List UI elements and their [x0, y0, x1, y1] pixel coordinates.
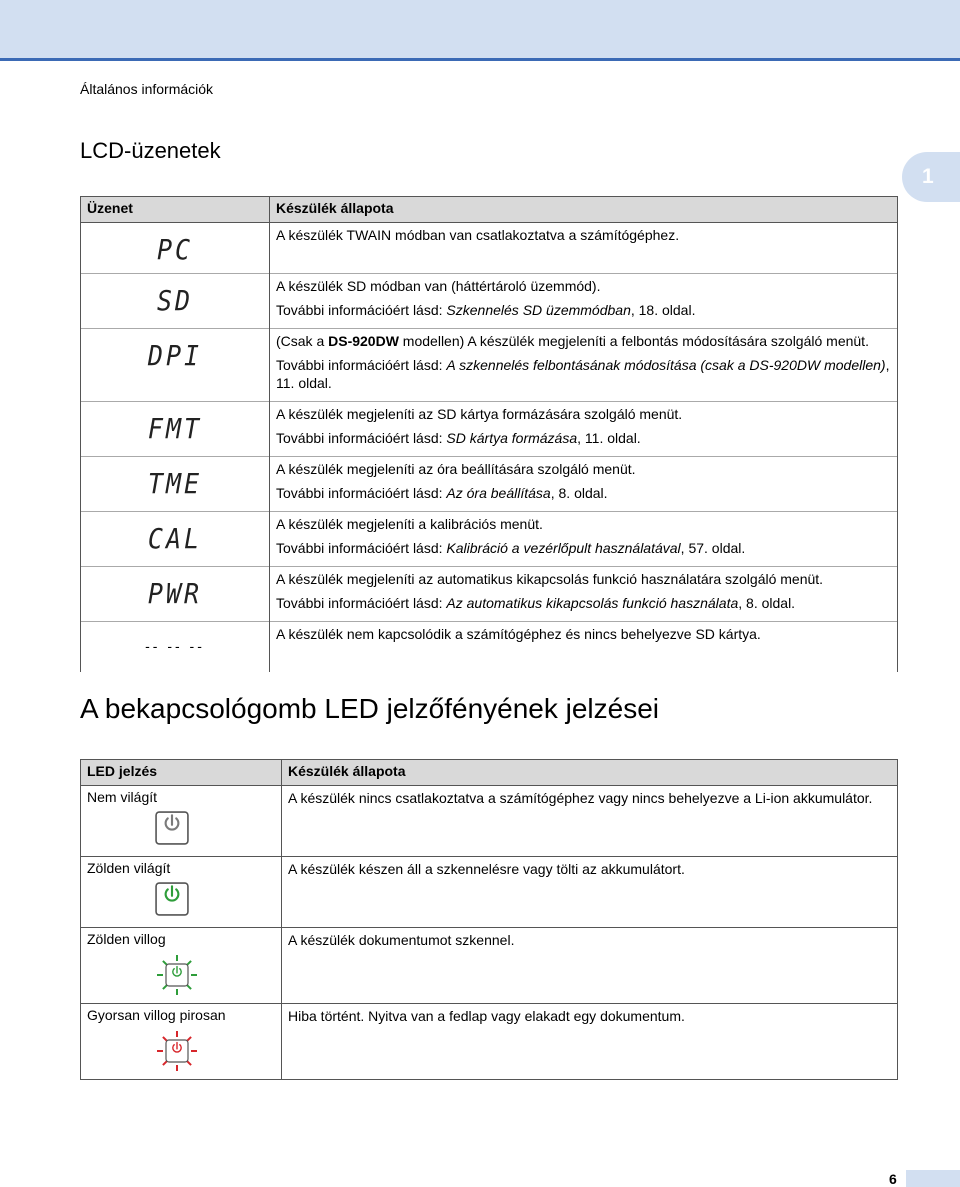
status-text: (Csak a	[276, 333, 329, 349]
status-line	[276, 539, 891, 557]
lcd-status-cell	[270, 223, 898, 274]
status-text: A készülék nem kapcsolódik a számítógéphez és nincs behelyezve SD kártya.	[276, 626, 761, 642]
lcd-message-cell	[81, 274, 270, 329]
lcd-table-row	[81, 329, 898, 402]
lcd-table-row	[81, 567, 898, 622]
lcd-message-code: SD	[156, 284, 194, 317]
lcd-table-row	[81, 223, 898, 274]
page-number-band	[906, 1170, 960, 1187]
status-text: A készülék megjeleníti az óra beállítására szolgáló menüt.	[276, 461, 636, 477]
lcd-message-code: -- -- --	[145, 638, 205, 654]
led-signal-cell	[81, 1004, 282, 1080]
lcd-table-row	[81, 457, 898, 512]
status-line	[276, 484, 891, 502]
lcd-status-cell	[270, 274, 898, 329]
status-text: A készülék TWAIN módban van csatlakoztatva a számítógéphez.	[276, 227, 680, 243]
lcd-message-cell	[81, 329, 270, 402]
col-header-led: LED jelzés	[81, 760, 282, 786]
lcd-table-row	[81, 512, 898, 567]
status-text: , 11. oldal.	[276, 357, 890, 391]
led-table-row	[81, 786, 898, 857]
status-line	[276, 625, 891, 643]
status-line	[276, 226, 891, 244]
status-text: A készülék SD módban van (háttértároló üzemmód).	[276, 278, 601, 294]
status-line	[276, 301, 891, 319]
lcd-message-cell	[81, 567, 270, 622]
status-text: Szkennelés SD üzemmódban	[446, 302, 631, 318]
status-line	[276, 594, 891, 612]
status-text: A készülék megjeleníti az SD kártya formázására szolgáló menüt.	[276, 406, 683, 422]
lcd-message-cell	[81, 457, 270, 512]
lcd-message-cell	[81, 622, 270, 673]
led-status-cell: Hiba történt. Nyitva van a fedlap vagy elakadt egy dokumentum.	[282, 1004, 898, 1080]
lcd-section-title: LCD-üzenetek	[80, 138, 221, 163]
chapter-tab: 1	[902, 152, 960, 202]
lcd-message-code: TME	[147, 467, 203, 500]
lcd-message-cell	[81, 223, 270, 274]
status-line	[276, 460, 891, 478]
status-text: További információért lásd:	[276, 540, 447, 556]
status-line	[276, 405, 891, 423]
power-green-blink-icon	[155, 953, 275, 1000]
led-table-row	[81, 1004, 898, 1080]
led-signal-label: Zölden villog	[87, 931, 166, 947]
status-line	[276, 277, 891, 295]
col-header-status: Készülék állapota	[270, 197, 898, 223]
lcd-message-cell	[81, 402, 270, 457]
breadcrumb: Általános információk	[80, 81, 214, 97]
status-text: További információért lásd:	[276, 595, 447, 611]
led-status-cell: A készülék nincs csatlakoztatva a számítógéphez vagy nincs behelyezve a Li-ion akkumulátor.	[282, 786, 898, 857]
lcd-message-code: PC	[156, 233, 194, 266]
status-text: SD kártya formázása	[446, 430, 578, 446]
status-text: , 18. oldal.	[630, 302, 696, 318]
lcd-message-code: DPI	[147, 339, 203, 372]
status-text: A készülék megjeleníti az automatikus kikapcsolás funkció használatára szolgáló menüt.	[276, 571, 824, 587]
status-line	[276, 429, 891, 447]
led-signal-label: Nem világít	[87, 789, 158, 805]
lcd-message-code: CAL	[147, 522, 203, 555]
status-line	[276, 515, 891, 533]
led-signal-cell	[81, 786, 282, 857]
status-text: , 8. oldal.	[550, 485, 608, 501]
page-number: 6	[889, 1171, 897, 1187]
status-text: A készülék megjeleníti a kalibrációs menüt.	[276, 516, 543, 532]
col-header-led-status: Készülék állapota	[282, 760, 898, 786]
status-line	[276, 570, 891, 588]
led-signals-table	[80, 759, 898, 1080]
status-text: DS-920DW	[328, 333, 399, 349]
led-signal-label: Zölden világít	[87, 860, 171, 876]
status-text: , 57. oldal.	[680, 540, 746, 556]
power-red-blink-icon	[155, 1029, 275, 1076]
status-line	[276, 332, 891, 350]
led-signal-cell	[81, 928, 282, 1004]
lcd-status-cell	[270, 329, 898, 402]
status-text: , 8. oldal.	[738, 595, 796, 611]
lcd-message-cell	[81, 512, 270, 567]
led-signal-cell	[81, 857, 282, 928]
status-text: További információért lásd:	[276, 357, 447, 373]
status-line	[276, 356, 891, 392]
led-signal-label: Gyorsan villog pirosan	[87, 1007, 226, 1023]
lcd-message-code: FMT	[147, 412, 203, 445]
power-off-icon	[155, 811, 275, 848]
page-header-band	[0, 0, 960, 61]
status-text: Kalibráció a vezérlőpult használatával	[446, 540, 681, 556]
lcd-table-row	[81, 622, 898, 673]
status-text: Az óra beállítása	[446, 485, 551, 501]
status-text: További információért lásd:	[276, 302, 447, 318]
col-header-message: Üzenet	[81, 197, 270, 223]
status-text: , 11. oldal.	[577, 430, 641, 446]
status-text: Az automatikus kikapcsolás funkció használata	[446, 595, 739, 611]
lcd-status-cell	[270, 457, 898, 512]
lcd-messages-table	[80, 196, 898, 672]
lcd-message-code: PWR	[147, 577, 203, 610]
power-green-icon	[155, 882, 275, 919]
led-status-cell: A készülék készen áll a szkennelésre vagy tölti az akkumulátort.	[282, 857, 898, 928]
lcd-status-cell	[270, 622, 898, 673]
led-section-title: A bekapcsológomb LED jelzőfényének jelzései	[80, 693, 660, 724]
status-text: A szkennelés felbontásának módosítása (csak a DS-920DW modellen)	[446, 357, 886, 373]
lcd-table-row	[81, 402, 898, 457]
status-text: modellen) A készülék megjeleníti a felbontás módosítására szolgáló menüt.	[398, 333, 869, 349]
lcd-table-row	[81, 274, 898, 329]
led-status-cell: A készülék dokumentumot szkennel.	[282, 928, 898, 1004]
lcd-status-cell	[270, 402, 898, 457]
led-table-row	[81, 928, 898, 1004]
status-text: További információért lásd:	[276, 430, 447, 446]
led-table-body	[81, 786, 898, 1080]
lcd-status-cell	[270, 567, 898, 622]
lcd-status-cell	[270, 512, 898, 567]
led-table-row	[81, 857, 898, 928]
lcd-table-body	[81, 223, 898, 673]
status-text: További információért lásd:	[276, 485, 447, 501]
